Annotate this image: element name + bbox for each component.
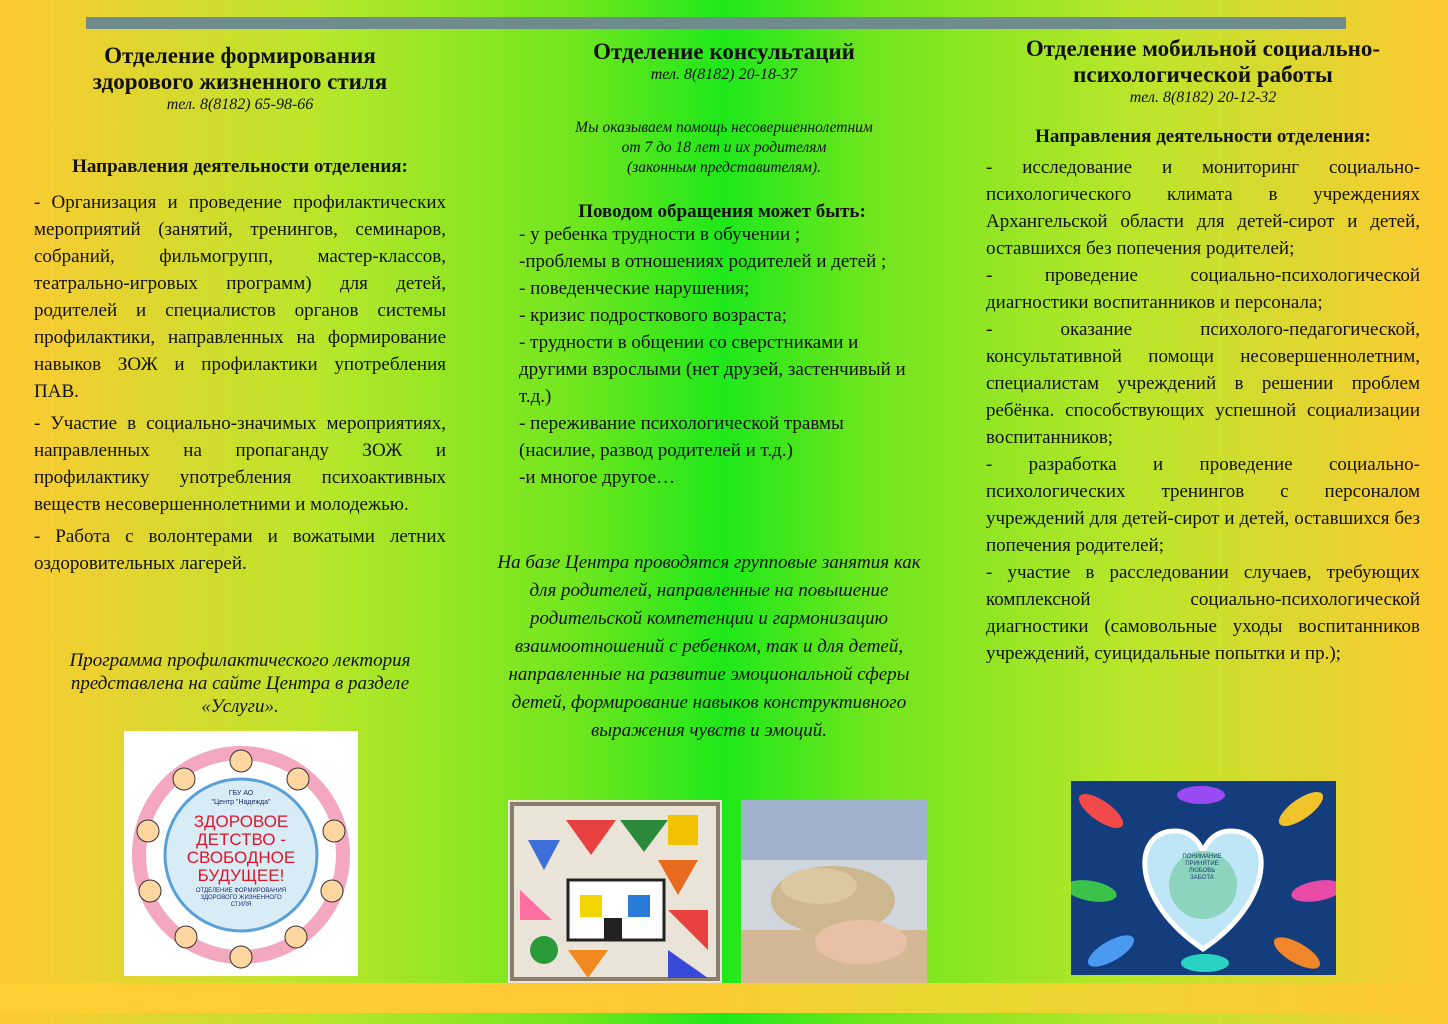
col3-phone: тел. 8(8182) 20-12-32 <box>1129 89 1277 106</box>
child-figure <box>139 880 161 902</box>
bottom-band <box>0 983 1448 1013</box>
col3-directions-heading: Направления деятельности отделения: <box>1035 126 1371 147</box>
child-figure <box>230 946 252 968</box>
kinetic-sand-photo <box>741 800 927 983</box>
col3-paragraph: - разработка и проведение социально-психологических тренингов с персоналом учреждений для детей-сирот и детей, оставшихся без попечения родителей; <box>986 454 1420 556</box>
col3-paragraph: - оказание психолого-педагогической, консультативной помощи несовершеннолетним, специалистам учреждений в решении проблем ребёнка. способствующих успешной социализации воспитанников; <box>986 319 1420 448</box>
col1-phone: тел. 8(8182) 65-98-66 <box>166 96 314 113</box>
col3-title: Отделение мобильной социально- психологической работы <box>1025 36 1381 87</box>
child-figure <box>173 768 195 790</box>
col1-paragraph: - Организация и проведение профилактических мероприятий (занятий, тренингов, семинаров, собраний, фильмогрупп, мастер-классов, театрально-игровых программ) для детей, родителей и специалистов органов системы профилактики, направленных на формирование навыков ЗОЖ и профилактики употребления ПАВ. <box>34 192 446 402</box>
child-figure <box>285 926 307 948</box>
col1-title: Отделение формирования здорового жизненного стиля <box>92 43 388 94</box>
poster-slogan: ЗДОРОВОЕ ДЕТСТВО - СВОБОДНОЕ БУДУЩЕЕ! <box>186 812 296 885</box>
col2-group-text: На базе Центра проводятся групповые занятия как для родителей, направленные на повышение родительской компетенции и гармонизацию взаимоотношений с ребенком, так и для детей, направленные на развитие эмоциональной сферы детей, формирование навыков конструктивного выражения чувств и эмоций. <box>497 552 921 741</box>
col3-paragraph: - исследование и мониторинг социально-психологического климата в учреждениях Архангельской области для детей-сирот и детей, оставшихся без попечения родителей; <box>986 157 1420 259</box>
reason-item: - переживание психологической травмы (насилие, развод родителей и т.д.) <box>519 413 844 461</box>
col3-paragraph: - участие в расследовании случаев, требующих комплексной социально-психологической диагностики (самовольные уходы воспитанников учреждений, суицидальные попытки и пр.); <box>986 562 1420 664</box>
reason-item: - кризис подросткового возраста; <box>519 305 787 326</box>
child-figure <box>321 880 343 902</box>
top-divider-bar <box>86 17 1346 29</box>
reason-item: -проблемы в отношениях родителей и детей ; <box>519 251 887 272</box>
reason-item: -и многое другое… <box>519 467 676 488</box>
heart-words: ПОНИМАНИЕ ПРИНЯТИЕ ЛЮБОВЬ ЗАБОТА <box>1182 854 1222 881</box>
child-figure <box>175 926 197 948</box>
col2-phone: тел. 8(8182) 20-18-37 <box>650 66 798 83</box>
reason-item: - у ребенка трудности в обучении ; <box>519 224 801 245</box>
healthy-childhood-poster <box>124 731 358 976</box>
child-figure <box>287 768 309 790</box>
reason-item: - поведенческие нарушения; <box>519 278 750 299</box>
col2-title: Отделение консультаций <box>593 39 855 64</box>
child-figure <box>137 820 159 842</box>
child-figure <box>323 820 345 842</box>
poster-org-line: ГБУ АО <box>228 790 254 797</box>
geometric-mosaic-photo <box>508 800 722 983</box>
col1-paragraph: - Работа с волонтерами и вожатыми летних оздоровительных лагерей. <box>34 526 446 574</box>
col2-intro: Мы оказываем помощь несовершеннолетним от 7 до 18 лет и их родителям (законным представителям). <box>575 119 873 176</box>
col1-directions-heading: Направления деятельности отделения: <box>72 156 408 177</box>
poster-dept: ОТДЕЛЕНИЕ ФОРМИРОВАНИЯ ЗДОРОВОГО ЖИЗНЕННОГО СТИЛЯ <box>195 888 287 908</box>
col1-paragraph: - Участие в социально-значимых мероприятиях, направленных на пропаганду ЗОЖ и профилактику употребления психоактивных веществ несовершеннолетними и молодежью. <box>34 413 446 515</box>
col2-reasons-heading: Поводом обращения может быть: <box>578 201 866 222</box>
poster-org-line: "Центр "Надежда" <box>211 799 271 806</box>
heart-hands-image <box>1071 781 1336 975</box>
child-figure <box>230 750 252 772</box>
reason-item: - трудности в общении со сверстниками и другими взрослыми (нет друзей, застенчивый и т.д.) <box>519 332 906 407</box>
col3-paragraph: - проведение социально-психологической диагностики воспитанников и персонала; <box>986 265 1420 313</box>
col1-program-note: Программа профилактического лектория представлена на сайте Центра в разделе «Услуги». <box>69 650 411 717</box>
col2-reasons-list <box>519 221 915 491</box>
